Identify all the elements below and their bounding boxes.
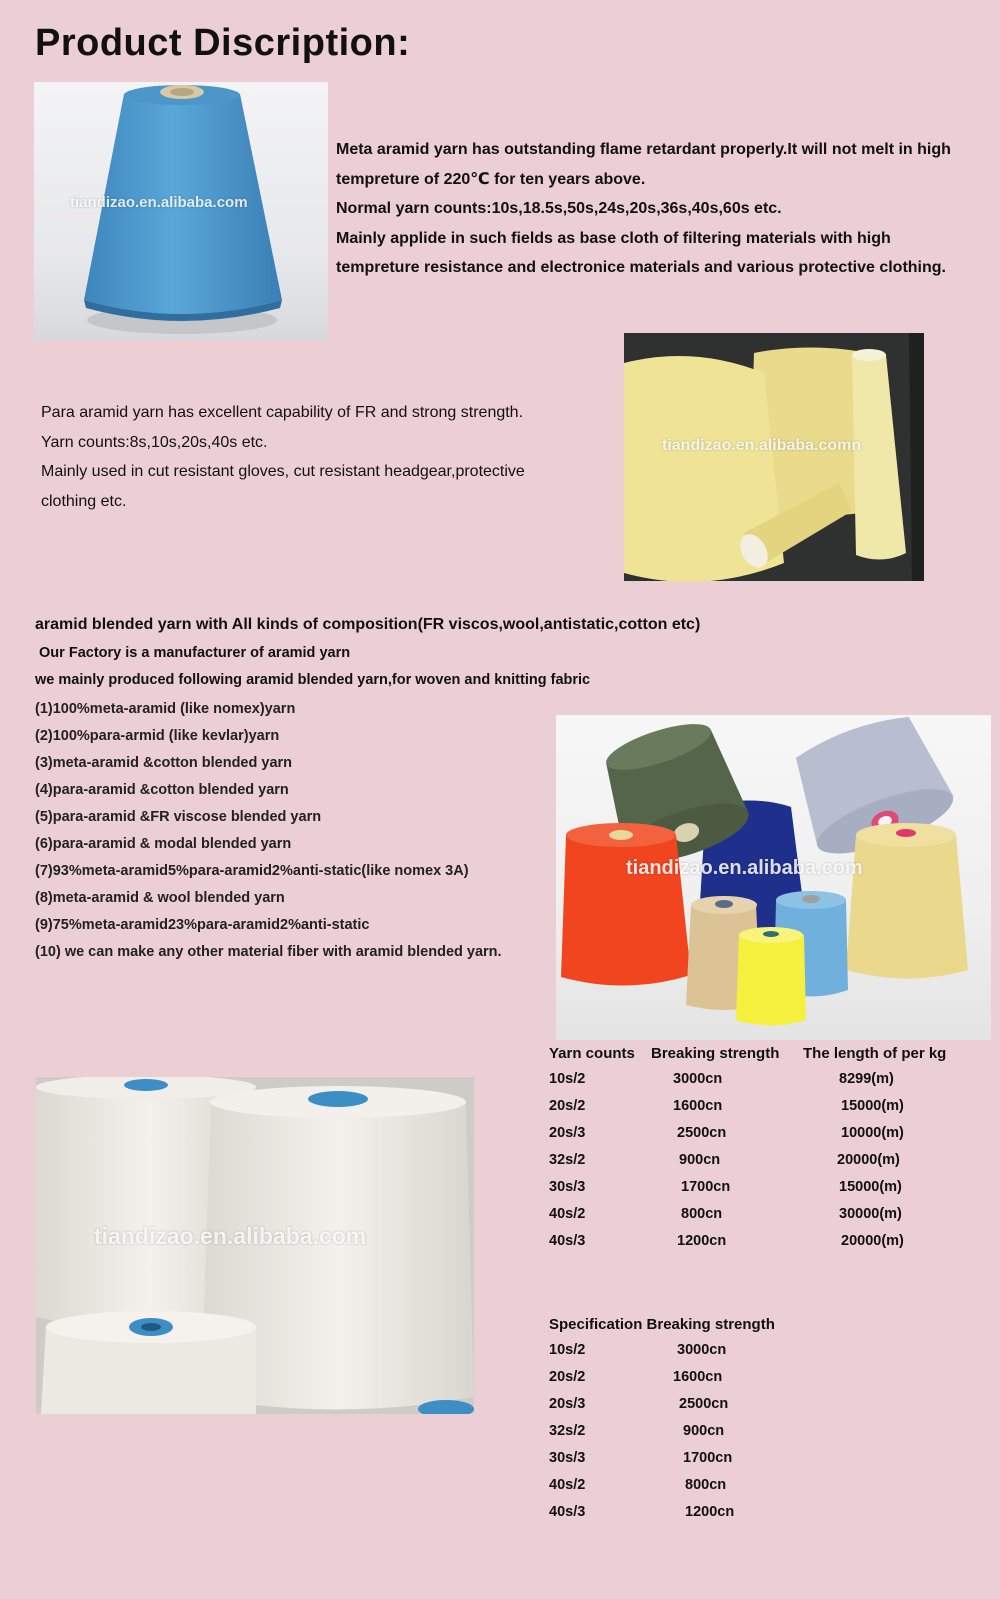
strength-cell: 900cn — [683, 1423, 725, 1439]
strength-cell: 900cn — [679, 1152, 721, 1168]
yarn-count-cell: 40s/3 — [549, 1233, 586, 1249]
watermark-text: tiandizao.en.alibaba.comn — [662, 437, 862, 454]
strength-cell: 2500cn — [679, 1396, 729, 1412]
white-yarn-photo — [36, 1077, 474, 1414]
yarn-count-cell: 10s/2 — [549, 1071, 586, 1087]
table-row — [549, 1179, 989, 1206]
table-header — [549, 1316, 849, 1342]
factory-statement: Our Factory is a manufacturer of aramid yarn — [35, 645, 351, 661]
watermark-text: tiandizao.en.alibaba.com — [626, 857, 863, 879]
meta-aramid-description — [336, 135, 996, 283]
length-cell: 8299(m) — [839, 1071, 894, 1087]
blended-intro: we mainly produced following aramid blended yarn,for woven and knitting fabric — [35, 672, 591, 688]
length-cell: 15000(m) — [841, 1098, 904, 1114]
list-item: (6)para-aramid & modal blended yarn — [35, 836, 292, 852]
strength-cell: 800cn — [681, 1206, 723, 1222]
table-row — [549, 1477, 849, 1504]
meta-aramid-yarn-photo — [34, 82, 328, 340]
strength-cell: 800cn — [685, 1477, 727, 1493]
meta-line-2: tempreture of 220℃ for ten years above. — [336, 170, 646, 188]
column-header: Yarn counts — [549, 1045, 635, 1062]
table-row — [549, 1369, 849, 1396]
yellow-yarn-cones-image — [624, 333, 924, 581]
column-header: Breaking strength — [651, 1045, 780, 1062]
list-item: (5)para-aramid &FR viscose blended yarn — [35, 809, 322, 825]
para-aramid-yarn-photo — [624, 333, 924, 581]
table-row — [549, 1423, 849, 1450]
length-cell: 15000(m) — [839, 1179, 902, 1195]
yarn-count-cell: 40s/2 — [549, 1206, 586, 1222]
blue-yarn-cone-image — [34, 82, 328, 340]
para-line-2: Yarn counts:8s,10s,20s,40s etc. — [41, 433, 268, 451]
meta-line-3: Normal yarn counts:10s,18.5s,50s,24s,20s,36s,40s,60s etc. — [336, 200, 782, 217]
strength-cell: 3000cn — [673, 1071, 723, 1087]
list-item: (10) we can make any other material fiber with aramid blended yarn. — [35, 944, 502, 960]
yarn-count-cell: 20s/3 — [549, 1125, 586, 1141]
table-row — [549, 1206, 989, 1233]
table-row — [549, 1396, 849, 1423]
meta-line-1: Meta aramid yarn has outstanding flame retardant properly.It will not melt in high — [336, 141, 951, 158]
yarn-count-cell: 30s/3 — [549, 1179, 586, 1195]
spec-cell: 32s/2 — [549, 1423, 586, 1439]
table-row — [549, 1504, 849, 1531]
page-title: Product Discription: — [35, 22, 411, 64]
spec-cell: 10s/2 — [549, 1342, 586, 1358]
strength-cell: 3000cn — [677, 1342, 727, 1358]
table-row — [549, 1342, 849, 1369]
list-item: (8)meta-aramid & wool blended yarn — [35, 890, 285, 906]
para-line-1: Para aramid yarn has excellent capability of FR and strong strength. — [41, 404, 524, 421]
para-aramid-description — [41, 398, 581, 516]
table-header — [549, 1045, 989, 1071]
list-item: (3)meta-aramid &cotton blended yarn — [35, 755, 293, 771]
watermark-text: tiandizao.en.alibaba.com — [70, 194, 248, 211]
spec-cell: 40s/3 — [549, 1504, 586, 1520]
watermark-text: tiandizao.en.alibaba.com — [94, 1223, 367, 1249]
para-line-4: clothing etc. — [41, 492, 127, 510]
length-cell: 20000(m) — [837, 1152, 900, 1168]
table-row — [549, 1098, 989, 1125]
list-item: (9)75%meta-aramid23%para-aramid2%anti-static — [35, 917, 370, 933]
length-cell: 20000(m) — [841, 1233, 904, 1249]
column-header: Specification Breaking strength — [549, 1316, 775, 1333]
strength-cell: 2500cn — [677, 1125, 727, 1141]
strength-cell: 1200cn — [677, 1233, 727, 1249]
yarn-count-cell: 32s/2 — [549, 1152, 586, 1168]
yarn-specs-table — [549, 1045, 989, 1260]
spec-cell: 30s/3 — [549, 1450, 586, 1466]
list-item: (1)100%meta-aramid (like nomex)yarn — [35, 701, 296, 717]
strength-cell: 1200cn — [685, 1504, 735, 1520]
strength-cell: 1600cn — [673, 1369, 723, 1385]
blended-yarn-list — [35, 696, 502, 966]
blended-heading: aramid blended yarn with All kinds of composition(FR viscos,wool,antistatic,cotton etc) — [35, 616, 701, 633]
spec-cell: 40s/2 — [549, 1477, 586, 1493]
yarn-count-cell: 20s/2 — [549, 1098, 586, 1114]
column-header: The length of per kg — [803, 1045, 947, 1062]
list-item: (4)para-aramid &cotton blended yarn — [35, 782, 289, 798]
meta-line-5: tempreture resistance and electronice materials and various protective clothing. — [336, 259, 946, 276]
length-cell: 30000(m) — [839, 1206, 902, 1222]
table-row — [549, 1152, 989, 1179]
spec-cell: 20s/2 — [549, 1369, 586, 1385]
table-row — [549, 1233, 989, 1260]
list-item: (2)100%para-armid (like kevlar)yarn — [35, 728, 280, 744]
meta-line-4: Mainly applide in such fields as base cloth of filtering materials with high — [336, 229, 891, 247]
table-row — [549, 1125, 989, 1152]
specification-table — [549, 1316, 849, 1531]
strength-cell: 1700cn — [681, 1179, 731, 1195]
para-line-3: Mainly used in cut resistant gloves, cut resistant headgear,protective — [41, 463, 525, 480]
spec-cell: 20s/3 — [549, 1396, 586, 1412]
table-row — [549, 1071, 989, 1098]
list-item: (7)93%meta-aramid5%para-aramid2%anti-static(like nomex 3A) — [35, 863, 469, 879]
strength-cell: 1700cn — [683, 1450, 733, 1466]
length-cell: 10000(m) — [841, 1125, 904, 1141]
strength-cell: 1600cn — [673, 1098, 723, 1114]
table-row — [549, 1450, 849, 1477]
blended-yarn-photo — [556, 715, 991, 1040]
